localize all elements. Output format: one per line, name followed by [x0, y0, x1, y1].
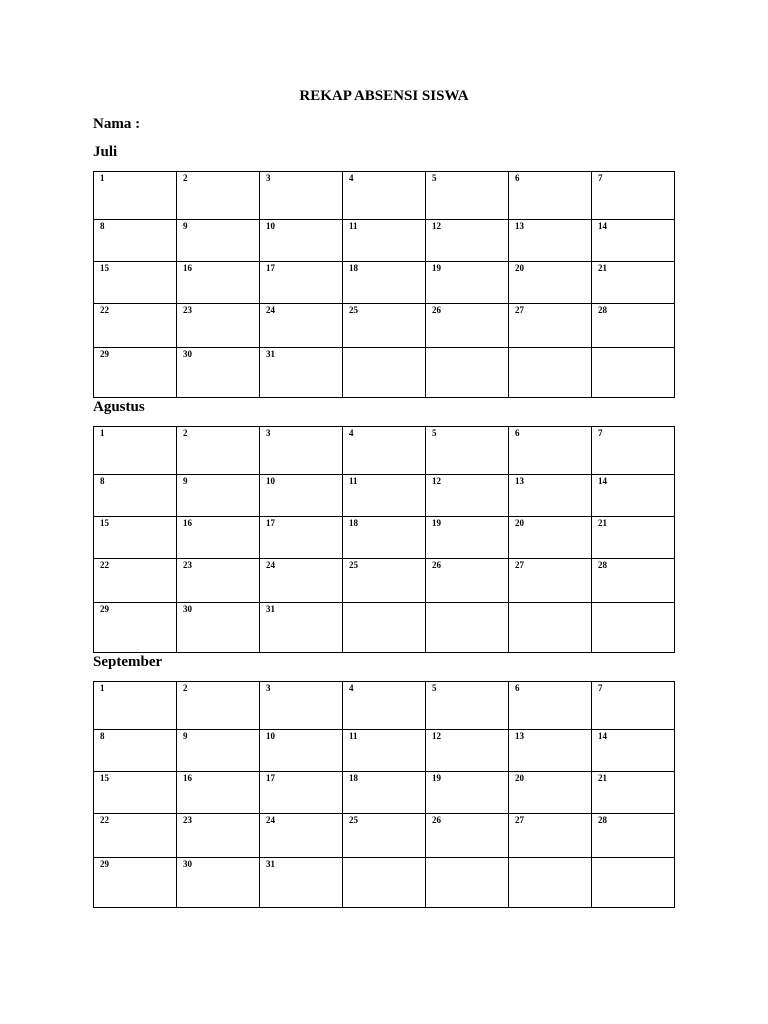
day-cell: 6 — [509, 427, 592, 475]
day-cell: 30 — [177, 348, 260, 398]
day-cell: 11 — [343, 475, 426, 517]
calendar-week-row — [94, 475, 675, 517]
day-cell: 16 — [177, 262, 260, 304]
day-cell: 26 — [426, 814, 509, 858]
day-cell: 10 — [260, 475, 343, 517]
day-cell: 24 — [260, 304, 343, 348]
empty-day-cell — [343, 603, 426, 653]
day-cell: 28 — [592, 559, 675, 603]
day-cell: 12 — [426, 220, 509, 262]
calendar-week-row — [94, 172, 675, 220]
day-cell: 7 — [592, 682, 675, 730]
day-cell: 20 — [509, 262, 592, 304]
day-cell: 18 — [343, 772, 426, 814]
day-cell: 4 — [343, 172, 426, 220]
day-cell: 29 — [94, 603, 177, 653]
calendar-week-row — [94, 517, 675, 559]
day-cell: 15 — [94, 262, 177, 304]
day-cell: 27 — [509, 814, 592, 858]
day-cell: 26 — [426, 559, 509, 603]
day-cell: 31 — [260, 603, 343, 653]
day-cell: 3 — [260, 427, 343, 475]
day-cell: 30 — [177, 603, 260, 653]
attendance-calendar-table — [93, 171, 675, 398]
day-cell: 8 — [94, 220, 177, 262]
day-cell: 6 — [509, 682, 592, 730]
empty-day-cell — [426, 348, 509, 398]
calendar-week-row — [94, 772, 675, 814]
day-cell: 27 — [509, 304, 592, 348]
empty-day-cell — [592, 858, 675, 908]
day-cell: 22 — [94, 304, 177, 348]
month-heading: September — [93, 654, 163, 670]
day-cell: 17 — [260, 517, 343, 559]
day-cell: 23 — [177, 304, 260, 348]
month-heading: Agustus — [93, 399, 145, 415]
day-cell: 16 — [177, 772, 260, 814]
day-cell: 4 — [343, 427, 426, 475]
day-cell: 24 — [260, 814, 343, 858]
day-cell: 9 — [177, 730, 260, 772]
calendar-week-row — [94, 262, 675, 304]
day-cell: 2 — [177, 682, 260, 730]
day-cell: 7 — [592, 427, 675, 475]
day-cell: 18 — [343, 517, 426, 559]
day-cell: 19 — [426, 517, 509, 559]
day-cell: 26 — [426, 304, 509, 348]
day-cell: 14 — [592, 475, 675, 517]
day-cell: 1 — [94, 427, 177, 475]
empty-day-cell — [509, 348, 592, 398]
day-cell: 21 — [592, 517, 675, 559]
empty-day-cell — [426, 858, 509, 908]
empty-day-cell — [509, 858, 592, 908]
empty-day-cell — [592, 603, 675, 653]
day-cell: 1 — [94, 682, 177, 730]
day-cell: 5 — [426, 172, 509, 220]
calendar-week-row — [94, 858, 675, 908]
day-cell: 19 — [426, 262, 509, 304]
day-cell: 17 — [260, 262, 343, 304]
day-cell: 23 — [177, 814, 260, 858]
day-cell: 12 — [426, 730, 509, 772]
day-cell: 30 — [177, 858, 260, 908]
name-field-label: Nama : — [93, 116, 141, 132]
day-cell: 18 — [343, 262, 426, 304]
day-cell: 16 — [177, 517, 260, 559]
day-cell: 2 — [177, 427, 260, 475]
day-cell: 5 — [426, 682, 509, 730]
day-cell: 31 — [260, 858, 343, 908]
day-cell: 24 — [260, 559, 343, 603]
day-cell: 13 — [509, 730, 592, 772]
day-cell: 22 — [94, 559, 177, 603]
day-cell: 14 — [592, 220, 675, 262]
empty-day-cell — [343, 858, 426, 908]
calendar-week-row — [94, 814, 675, 858]
day-cell: 19 — [426, 772, 509, 814]
day-cell: 31 — [260, 348, 343, 398]
day-cell: 13 — [509, 220, 592, 262]
day-cell: 21 — [592, 772, 675, 814]
day-cell: 17 — [260, 772, 343, 814]
attendance-calendar-table — [93, 426, 675, 653]
day-cell: 4 — [343, 682, 426, 730]
day-cell: 27 — [509, 559, 592, 603]
month-section-agustus — [93, 398, 675, 653]
calendar-week-row — [94, 220, 675, 262]
day-cell: 11 — [343, 220, 426, 262]
day-cell: 28 — [592, 304, 675, 348]
calendar-week-row — [94, 348, 675, 398]
day-cell: 20 — [509, 772, 592, 814]
day-cell: 12 — [426, 475, 509, 517]
day-cell: 3 — [260, 172, 343, 220]
calendar-week-row — [94, 427, 675, 475]
month-heading: Juli — [93, 144, 118, 160]
empty-day-cell — [592, 348, 675, 398]
day-cell: 25 — [343, 814, 426, 858]
day-cell: 20 — [509, 517, 592, 559]
day-cell: 10 — [260, 220, 343, 262]
day-cell: 28 — [592, 814, 675, 858]
attendance-calendar-table — [93, 681, 675, 908]
calendar-week-row — [94, 730, 675, 772]
day-cell: 1 — [94, 172, 177, 220]
day-cell: 7 — [592, 172, 675, 220]
calendar-week-row — [94, 304, 675, 348]
day-cell: 15 — [94, 517, 177, 559]
day-cell: 29 — [94, 348, 177, 398]
day-cell: 15 — [94, 772, 177, 814]
day-cell: 29 — [94, 858, 177, 908]
day-cell: 5 — [426, 427, 509, 475]
day-cell: 2 — [177, 172, 260, 220]
calendar-week-row — [94, 603, 675, 653]
day-cell: 23 — [177, 559, 260, 603]
calendar-week-row — [94, 682, 675, 730]
day-cell: 25 — [343, 559, 426, 603]
day-cell: 9 — [177, 475, 260, 517]
day-cell: 8 — [94, 475, 177, 517]
day-cell: 13 — [509, 475, 592, 517]
day-cell: 8 — [94, 730, 177, 772]
month-section-september — [93, 653, 675, 908]
day-cell: 21 — [592, 262, 675, 304]
day-cell: 22 — [94, 814, 177, 858]
day-cell: 3 — [260, 682, 343, 730]
page-title: REKAP ABSENSI SISWA — [299, 88, 469, 104]
day-cell: 14 — [592, 730, 675, 772]
empty-day-cell — [343, 348, 426, 398]
empty-day-cell — [509, 603, 592, 653]
day-cell: 10 — [260, 730, 343, 772]
month-section-juli — [93, 143, 675, 398]
empty-day-cell — [426, 603, 509, 653]
day-cell: 11 — [343, 730, 426, 772]
calendar-week-row — [94, 559, 675, 603]
day-cell: 9 — [177, 220, 260, 262]
day-cell: 6 — [509, 172, 592, 220]
day-cell: 25 — [343, 304, 426, 348]
